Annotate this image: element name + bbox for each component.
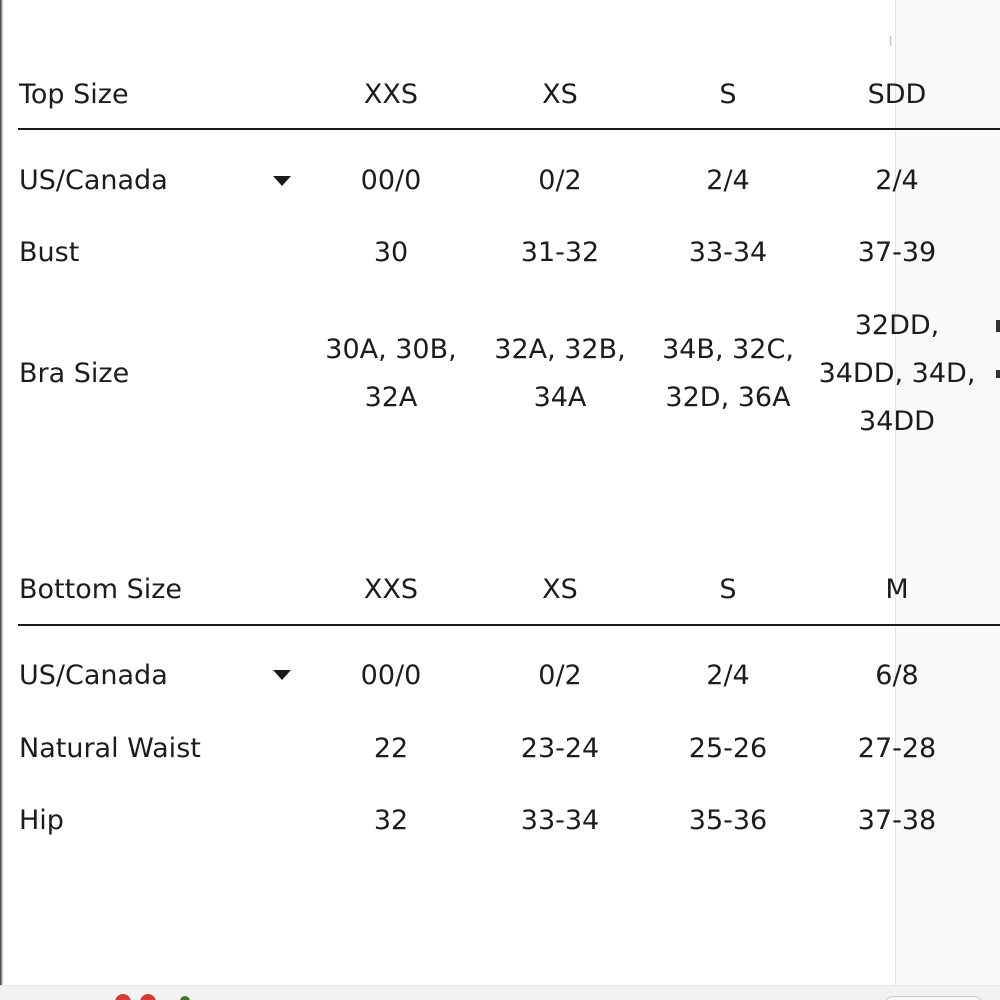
bra-size-value-line: 32DD, [854, 310, 940, 341]
size-column-header: SDD [867, 79, 927, 110]
hip-value: 35-36 [688, 805, 768, 836]
region-size-value: 0/2 [538, 660, 582, 691]
size-column-header: XXS [363, 79, 419, 110]
bottom-pill-button[interactable] [885, 996, 982, 1000]
bra-size-label: Bra Size [19, 358, 130, 389]
hip-label: Hip [19, 805, 64, 836]
bottom-size-header-label: Bottom Size [19, 574, 183, 605]
bust-value: 37-39 [857, 237, 937, 268]
bra-size-value-line: 34DD, 34D, [818, 358, 976, 389]
bottom-header-divider [18, 624, 1000, 626]
region-size-value: 0/2 [538, 165, 582, 196]
bust-value: 31-32 [520, 237, 600, 268]
window-left-edge [0, 0, 4, 1000]
top-header-divider [18, 128, 1000, 130]
size-column-header: XS [542, 574, 578, 605]
bottom-region-select-label[interactable]: US/Canada [19, 660, 168, 691]
caret-down-icon[interactable] [273, 176, 291, 186]
bra-size-value-line: 32A, 32B, [494, 334, 626, 365]
size-column-header: XXS [363, 574, 419, 605]
region-size-value: 00/0 [360, 165, 422, 196]
clipped-column-edge [996, 370, 1000, 378]
region-size-value: 00/0 [360, 660, 422, 691]
hip-value: 33-34 [520, 805, 600, 836]
bust-label: Bust [19, 237, 80, 268]
waist-value: 23-24 [520, 733, 600, 764]
waist-value: 22 [373, 733, 409, 764]
region-size-value: 2/4 [706, 660, 750, 691]
waist-value: 27-28 [857, 733, 937, 764]
region-size-value: 2/4 [706, 165, 750, 196]
bra-size-value-line: 34DD [859, 406, 935, 437]
region-size-value: 6/8 [875, 660, 919, 691]
caret-down-icon[interactable] [273, 670, 291, 680]
bra-size-value-line: 30A, 30B, [325, 334, 457, 365]
bra-size-value-line: 32D, 36A [665, 382, 791, 413]
hip-value: 37-38 [857, 805, 937, 836]
size-column-header: S [719, 79, 737, 110]
top-region-select-label[interactable]: US/Canada [19, 165, 168, 196]
size-column-header: S [719, 574, 737, 605]
waist-value: 25-26 [688, 733, 768, 764]
bra-size-value-line: 34B, 32C, [662, 334, 794, 365]
clipped-column-edge [996, 320, 1000, 332]
size-column-header: XS [542, 79, 578, 110]
hip-value: 32 [373, 805, 409, 836]
bra-size-value-line: 32A [364, 382, 418, 413]
top-size-header-label: Top Size [19, 79, 129, 110]
status-dot-icon [180, 996, 190, 1000]
bra-size-value-line: 34A [533, 382, 587, 413]
bust-value: 30 [373, 237, 409, 268]
bust-value: 33-34 [688, 237, 768, 268]
natural-waist-label: Natural Waist [19, 733, 201, 764]
faded-glyph: ı [888, 30, 894, 51]
region-size-value: 2/4 [875, 165, 919, 196]
size-column-header: M [885, 574, 909, 605]
